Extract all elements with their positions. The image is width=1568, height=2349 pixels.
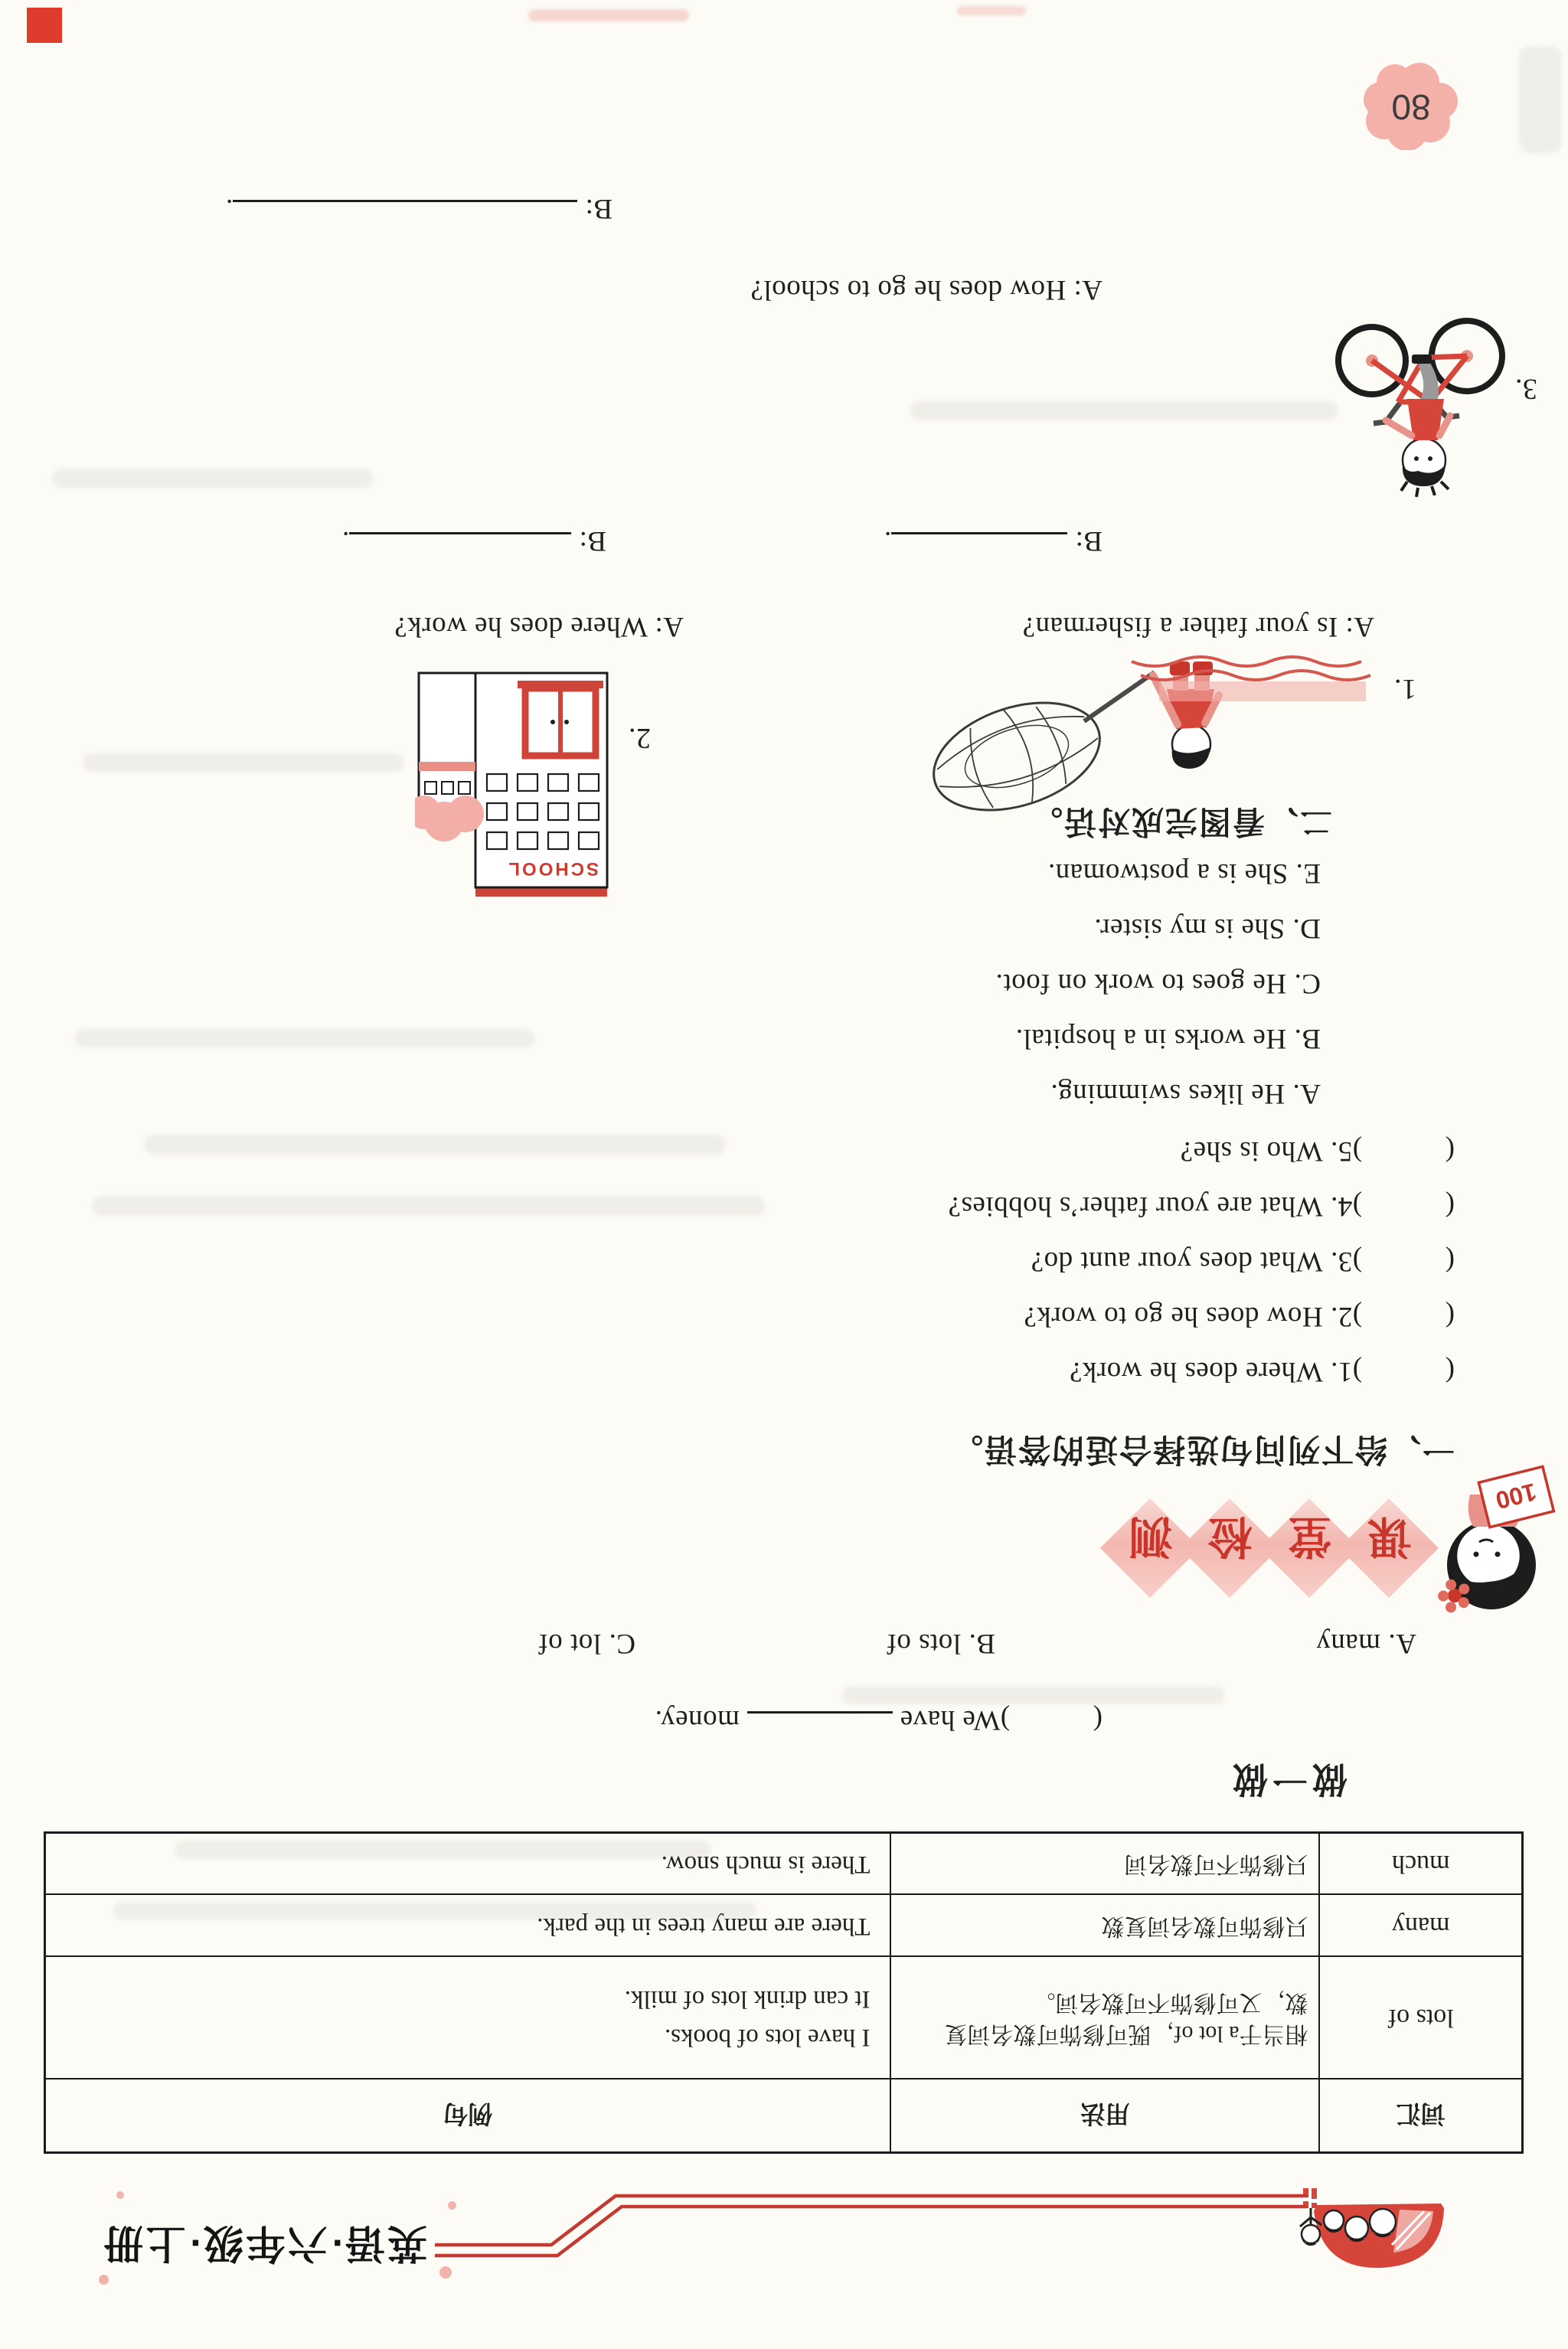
question-row-3 [1031,1245,1455,1278]
pink-speck [448,2201,456,2210]
example-line: I have lots of books. [664,2024,871,2051]
answer-key: B. [1294,1023,1321,1054]
table-header-usage: 用法 [891,2079,1320,2153]
close-paren: ) [1352,1191,1363,1222]
option-text: many [1315,1628,1381,1659]
answer-row-c [995,967,1321,1000]
usage-cell: 相当于a lot of，既可修饰可数名词复数，又可修饰不可数名词。 [891,1957,1320,2079]
item-1-question: A: Is your father a fisherman? [1022,611,1374,642]
period: . [884,525,892,557]
option-text: lot of [537,1628,602,1659]
close-paren: ) [1352,1246,1363,1277]
badge-char: 课 [1367,1511,1412,1561]
close-paren: ) [1352,1356,1363,1387]
question-text: How does he go to work? [1023,1301,1323,1332]
practice-option-a [1316,1627,1416,1660]
item-2-answer [342,524,606,559]
question-row-2 [1024,1300,1455,1333]
usage-cell: 只修饰不可数名词 [891,1833,1320,1895]
grammar-table [44,1831,1524,2154]
example-cell [45,1957,891,2079]
answer-text: He likes swimming. [1050,1078,1285,1109]
answer-text: She is a postwoman. [1047,858,1289,889]
open-paren: ( [1445,1356,1455,1387]
answer-blank [233,200,577,227]
page-number-text: 80 [1391,87,1431,127]
score-100-text: 100 [1492,1478,1540,1515]
answer-key: D. [1292,913,1321,944]
period: . [225,193,234,224]
b-label: B: [579,525,606,557]
item-2-number: 2. [628,722,651,754]
answer-text: He works in a hospital. [1015,1023,1287,1054]
word-cell: many [1320,1895,1523,1957]
open-paren: ( [1093,1704,1102,1736]
answer-blank [349,532,571,559]
badge-char: 测 [1128,1511,1173,1561]
red-corner-mark [27,8,62,43]
table-row [45,1957,1523,2079]
option-key: A. [1388,1628,1416,1659]
pink-speck [116,2191,124,2199]
close-paren: ) [1352,1135,1363,1167]
question-number: 4. [1330,1191,1353,1222]
header-zigzag-rule [427,2181,1315,2272]
answer-row-a [1050,1077,1321,1110]
answer-row-e [1047,857,1321,890]
close-paren: ) [1352,1301,1363,1332]
close-paren: ) [1000,1704,1011,1736]
mascot-kids-car-icon [1296,2168,1453,2279]
question-row-1 [1070,1355,1455,1388]
school-illustration [415,667,611,906]
section-two-heading: 二、看图完成对话。 [1028,804,1332,840]
question-text: What does your aunt do? [1031,1246,1323,1277]
practice-option-c [538,1627,635,1660]
option-key: B. [969,1628,995,1659]
practice-option-b [887,1627,995,1660]
table-header-example: 例句 [45,2079,891,2153]
practice-question [655,1704,1102,1738]
open-paren: ( [1445,1301,1455,1332]
option-text: lots of [887,1628,962,1659]
answer-key: C. [1294,968,1321,999]
flower-page-number-badge [1359,60,1462,150]
badge-char: 检 [1207,1511,1253,1561]
question-text: Where does he work? [1069,1356,1323,1387]
answer-row-b [1015,1022,1321,1055]
question-text: Who is she? [1180,1135,1323,1167]
answer-text: She is my sister. [1093,913,1285,944]
question-number: 5. [1330,1135,1353,1167]
item-2-question: A: Where does he work? [394,611,684,642]
pink-speck [439,2266,452,2279]
edition-title: 英语·六年级·上册 [101,2220,427,2265]
option-key: C. [609,1628,635,1659]
item-3-number: 3. [1514,373,1537,405]
question-row-5 [1180,1135,1455,1168]
practice-label: 做一做 [1228,1759,1348,1799]
example-cell: There is much snow. [45,1833,891,1895]
section-one-heading: 一、给下列问句选择合适的答语。 [949,1432,1455,1468]
open-paren: ( [1445,1246,1455,1277]
example-line: It can drink lots of milk. [624,1985,871,2014]
b-label: B: [585,193,612,224]
school-sign-text: SCHOOL [506,858,599,879]
question-text-2: money. [655,1704,740,1736]
answer-key: E. [1295,858,1321,889]
answer-text: He goes to work on foot. [995,968,1287,999]
answer-key: A. [1292,1078,1321,1109]
answer-blank [747,1711,893,1738]
question-text: What are your father’s hobbies? [948,1191,1323,1222]
question-row-4 [948,1190,1455,1223]
answer-blank [891,532,1067,559]
student-score-icon [1428,1460,1562,1625]
badge-char: 堂 [1287,1511,1332,1561]
question-text: We have [900,1704,1001,1736]
word-cell: lots of [1320,1957,1523,2079]
item-1-answer [884,524,1102,559]
question-number: 1. [1330,1356,1353,1387]
answer-row-d [1094,912,1321,945]
table-header-word: 词汇 [1320,2079,1523,2153]
item-1-number: 1. [1393,673,1416,705]
period: . [341,525,350,557]
question-number: 2. [1330,1301,1353,1332]
item-3-answer [226,192,612,227]
open-paren: ( [1445,1191,1455,1222]
pink-speck [99,2275,109,2285]
b-label: B: [1075,525,1102,557]
word-cell: much [1320,1833,1523,1895]
question-number: 3. [1330,1246,1353,1277]
usage-cell: 只修饰可数名词复数 [891,1895,1320,1957]
bicycle-illustration [1331,312,1514,500]
fisherman-illustration [871,653,1384,818]
example-cell: There are many trees in the park. [45,1895,891,1957]
open-paren: ( [1445,1135,1455,1167]
item-3-question: A: How does he go to school? [750,274,1102,305]
